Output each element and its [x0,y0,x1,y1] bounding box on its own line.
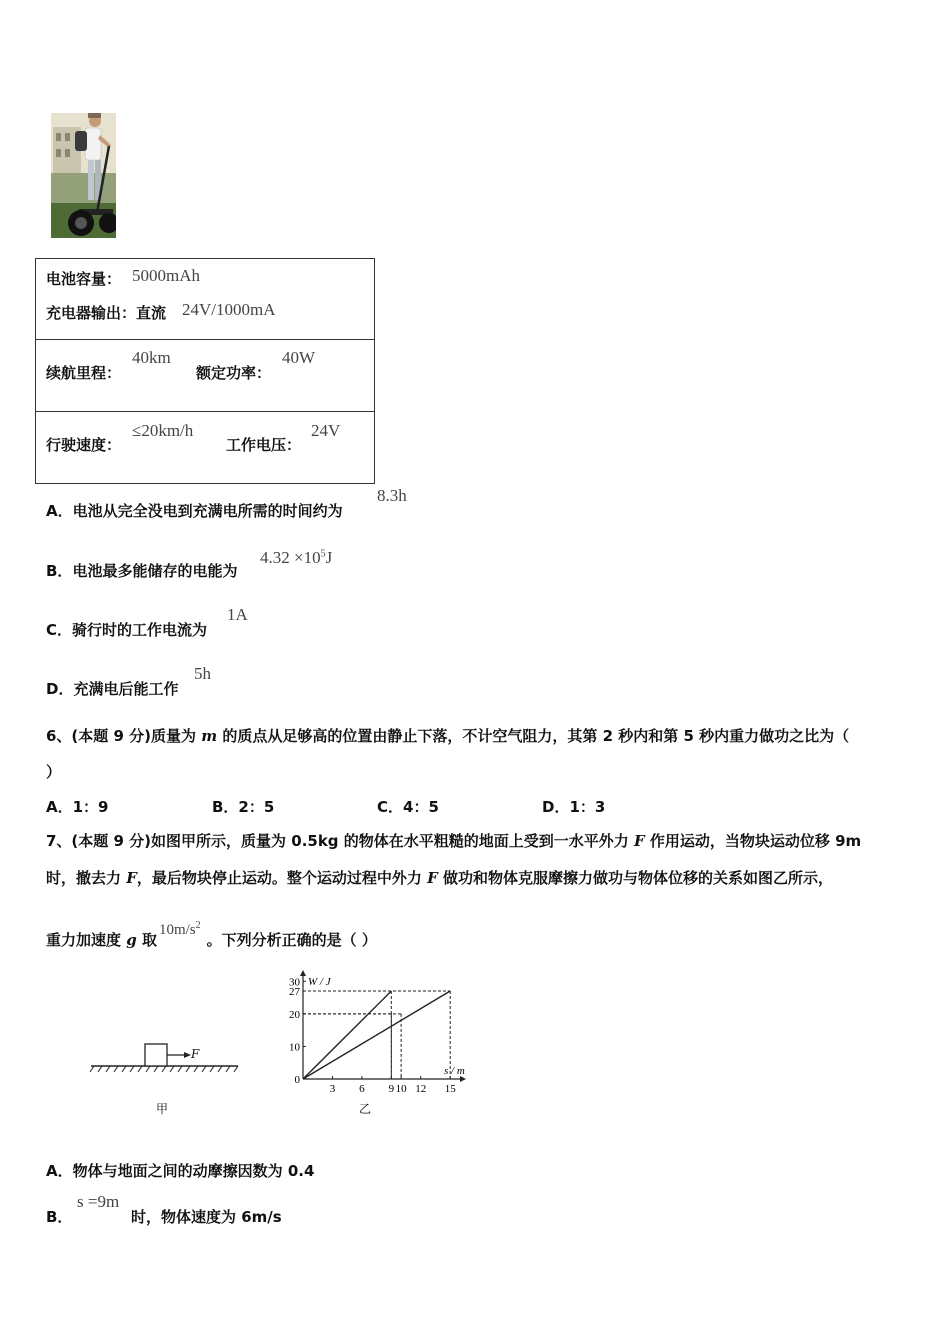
x-tick-label: 10 [395,1083,407,1095]
voltage-value: 24V [311,421,341,440]
figure-yi-chart [270,970,480,1099]
variable-m: m [201,727,218,745]
speed-label: 行驶速度： [46,436,122,454]
q7-stem-line1 [46,830,861,851]
q7-option-b[interactable] [46,1206,72,1227]
table-row-divider [36,339,374,340]
q6-stem-line1 [46,725,849,746]
q6-stem-line2: ） [46,763,62,781]
figure-jia-caption: 甲 [156,1102,169,1116]
stem-text: 做功和物体克服摩擦力做功与物体位移的关系如图乙所示， [437,869,834,887]
stem-text: 的质点从足够高的位置由静止下落，不计空气阻力，其第 2 秒内和第 5 秒内重力做功之比为（ [217,727,850,745]
stem-text: 6、(本题 9 分)质量为 [46,727,202,745]
table-row-divider [36,411,374,412]
q5-option-c[interactable] [46,619,207,640]
y-tick-label: 30 [289,976,300,989]
g-value [159,922,201,938]
option-text: 电池从完全没电到充满电所需的时间约为 [72,502,343,520]
stem-text: 。下列分析正确的是（ ） [206,931,377,949]
segway-photo [51,113,116,238]
work-displacement-chart [270,970,480,1095]
stem-text: 作用运动，当物块运动位移 9m [644,832,862,850]
y-tick-label: 27 [289,986,300,999]
figure-jia [88,1038,248,1082]
force-arrowhead [184,1052,191,1058]
q5-option-d-value: 5h [194,664,211,683]
block [145,1044,167,1066]
rated-power-label: 额定功率： [196,364,272,382]
x-tick-label: 3 [329,1083,336,1095]
option-prefix: D． [46,680,74,698]
option-prefix: A． [46,502,73,520]
value-base: 4.32 ×10 [260,548,321,567]
y-tick-label: 20 [289,1008,300,1021]
figure-yi-caption: 乙 [359,1102,372,1116]
q6-option-a[interactable]: A．1：9 [46,798,109,816]
g-value-exponent: 2 [195,920,201,931]
q6-option-b[interactable]: B．2：5 [212,798,275,816]
q7-option-a[interactable]: A．物体与地面之间的动摩擦因数为 0.4 [46,1162,315,1180]
variable-f: F [633,832,645,850]
charger-output-value: 24V/1000mA [182,300,276,319]
variable-g: g [126,931,137,949]
q7-option-b-text: 时，物体速度为 6m/s [131,1208,282,1226]
series-line [303,991,450,1079]
x-tick-label: 12 [415,1083,427,1095]
battery-capacity-label: 电池容量： [46,270,122,288]
option-prefix: B． [46,562,73,580]
q5-option-d[interactable] [46,678,178,699]
q5-option-b-value [260,548,332,568]
x-tick-label: 15 [444,1083,456,1095]
stem-text: ，最后物块停止运动。整个运动过程中外力 [136,869,428,887]
charger-output-label: 充电器输出：直流 [46,304,167,322]
speed-value: ≤20km/h [132,421,194,440]
force-label: F [191,1047,200,1061]
stem-text: 取 [136,931,157,949]
q5-option-a[interactable] [46,500,343,521]
g-value-base: 10m/s [158,922,196,938]
value-unit: J [325,548,333,567]
rated-power-value: 40W [282,348,316,367]
y-tick-label: 0 [294,1074,300,1086]
q5-option-c-value: 1A [227,605,248,624]
y-axis-label: W / J [308,976,331,988]
segway-photo-drawing [51,113,116,238]
q7-stem-line3 [46,920,377,950]
variable-f: F [427,869,438,887]
q7-stem-line2 [46,867,833,888]
q6-option-d[interactable]: D．1：3 [542,798,606,816]
option-text: 电池最多能储存的电能为 [72,562,238,580]
x-axis-label: s / m [444,1065,465,1077]
q6-option-c[interactable]: C．4：5 [377,798,439,816]
x-tick-label: 9 [388,1083,395,1095]
q5-option-a-value: 8.3h [377,486,407,505]
stem-text: 重力加速度 [46,931,127,949]
range-value: 40km [132,348,171,367]
series-line [303,991,391,1079]
y-tick-label: 10 [289,1041,300,1054]
option-text: 充满电后能工作 [73,680,179,698]
stem-text: 7、(本题 9 分)如图甲所示，质量为 0.5kg 的物体在水平粗糙的地面上受到一水平外力 [46,832,634,850]
option-prefix: C． [46,621,73,639]
y-axis-arrow [300,970,306,976]
q7-option-b-value: s =9m [77,1192,120,1211]
x-tick-label: 6 [359,1083,365,1095]
stem-text: 时，撤去力 [46,869,127,887]
range-label: 续航里程： [46,364,122,382]
q5-option-b[interactable] [46,560,237,581]
variable-f: F [126,869,137,887]
option-prefix: B． [46,1208,73,1226]
ground-hatching [90,1066,238,1072]
battery-capacity-value: 5000mAh [132,266,200,285]
value-exponent: 5 [320,548,326,560]
option-text: 骑行时的工作电流为 [72,621,208,639]
voltage-label: 工作电压： [226,436,302,454]
block-on-ground-drawing [88,1038,248,1078]
